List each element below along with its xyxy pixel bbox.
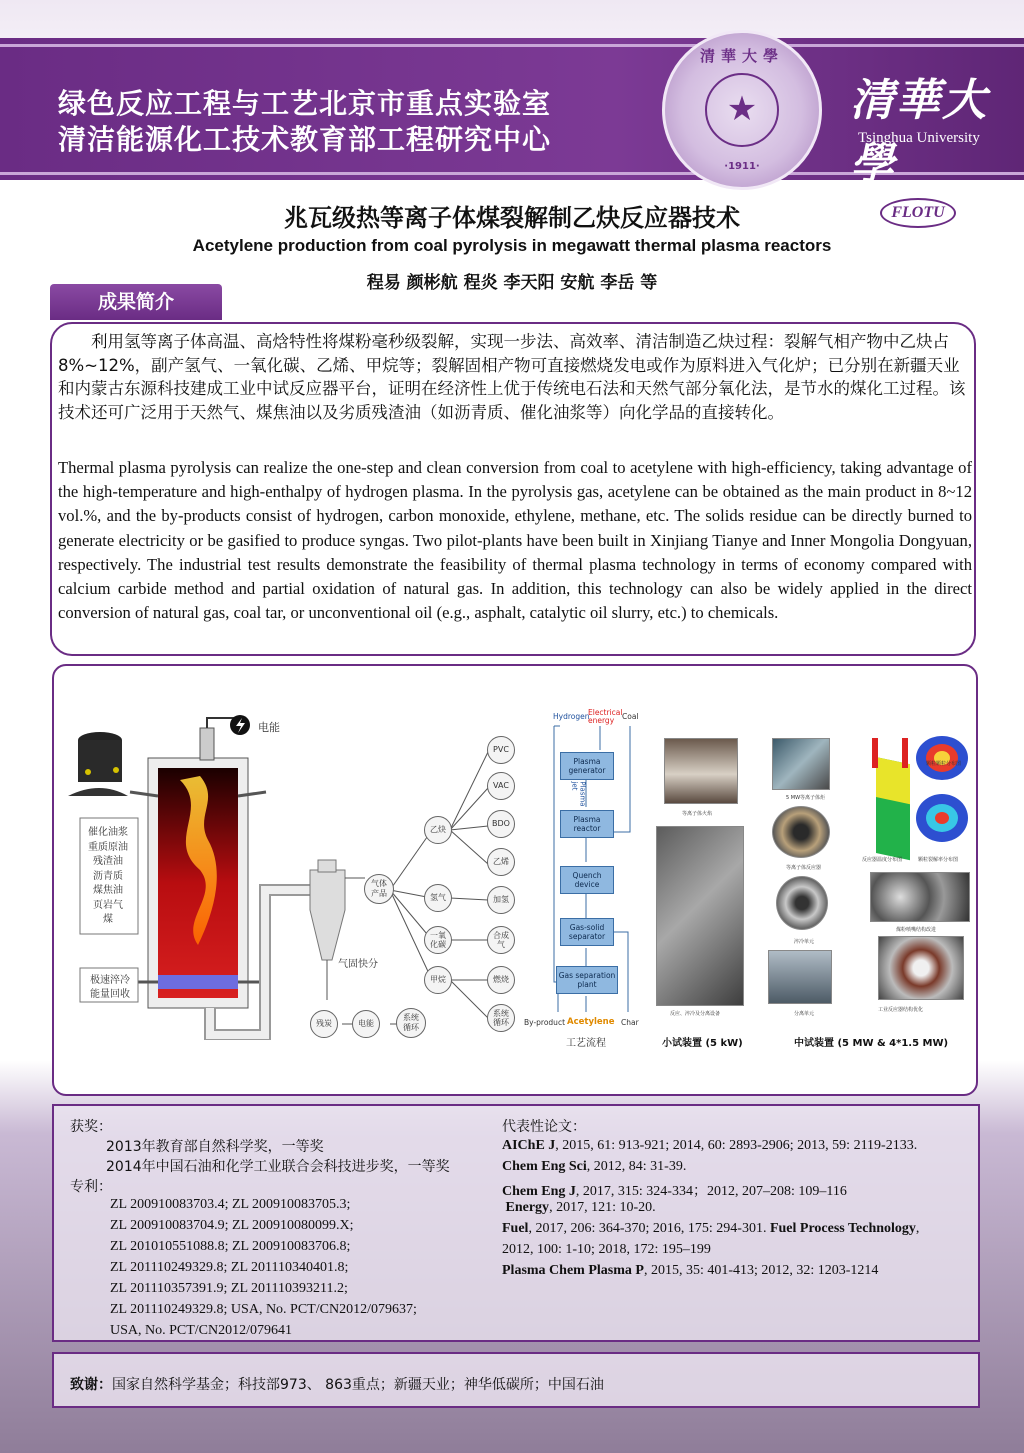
node-acetylene: 乙炔 (424, 816, 452, 844)
flow-plasma-jet: Plasma jet (570, 781, 587, 807)
photo-caption: 颗粒裂解率分布图 (918, 857, 959, 863)
photo-industrial-reactor (878, 936, 964, 1000)
journal-name: Plasma Chem Plasma P (502, 1263, 644, 1278)
node-vac: VAC (487, 772, 515, 800)
paper-citation: , 2017, 206: 364-370; 2016, 175: 294-301. (528, 1221, 770, 1236)
poster-title: 兆瓦级热等离子体煤裂解制乙炔反应器技术 (284, 204, 740, 232)
feedstock-item: 残渣油 (93, 856, 123, 867)
tsinghua-seal-logo (662, 30, 822, 190)
flow-box-plasma-reactor: Plasma reactor (560, 810, 614, 838)
photo-caption: 煤粉喷嘴结构改进 (896, 927, 937, 933)
feedstock-item: 催化油浆 (88, 827, 128, 838)
flow-hydrogen: Hydrogen (553, 712, 590, 721)
paper-line (502, 1180, 847, 1200)
electrode (200, 728, 214, 760)
photo-caption: 工业反应器结构优化 (878, 1007, 924, 1013)
seal-inner-ring (705, 73, 779, 147)
acknowledgement (70, 1374, 604, 1394)
seal-year: ·1911· (724, 161, 760, 172)
node-ethylene: 乙烯 (487, 848, 515, 876)
paper-line (502, 1200, 656, 1216)
award-item: 2014年中国石油和化学工业联合会科技进步奖，一等奖 (106, 1159, 450, 1175)
journal-name: Fuel (502, 1221, 529, 1236)
feedstock-list (82, 826, 134, 928)
journal-name: Chem Eng J (502, 1184, 576, 1199)
power-label: 电能 (258, 721, 280, 734)
flow-electrical-energy: Electrical energy (588, 708, 623, 725)
photo-plasma-reactor (772, 806, 830, 858)
award-item: 2013年教育部自然科学奖，一等奖 (106, 1139, 324, 1155)
university-logo-cn: 清華大學 (850, 75, 988, 190)
paper-line (502, 1242, 711, 1258)
photo-plasma-flame (664, 738, 738, 804)
node-system-cycle: 系统 循环 (487, 1004, 515, 1032)
flow-box-plasma-generator: Plasma generator (560, 752, 614, 780)
paper-citation: , (915, 1221, 920, 1236)
feedstock-item: 煤 (103, 914, 113, 925)
photo-quench-unit (776, 876, 828, 930)
flotu-logo: FLOTU (880, 198, 956, 228)
node-co: 一氧 化碳 (424, 926, 452, 954)
pilot-caption: 中试装置 (5 MW & 4*1.5 MW) (794, 1038, 949, 1049)
authors: 程易 颜彬航 程炎 李天阳 安航 李岳 等 (366, 273, 658, 293)
paper-citation: , 2015, 61: 913-921; 2014, 60: 2893-2906; 2013, 59: 2119-2133. (555, 1138, 918, 1153)
paper-line (502, 1221, 919, 1237)
journal-name: Fuel Process Technology (769, 1221, 916, 1236)
small-scale-caption: 小试装置 (5 kW) (662, 1038, 743, 1049)
journal-name: AIChE J (502, 1138, 556, 1153)
patent-item: ZL 201110249329.8; ZL 201110340401.8; (110, 1260, 349, 1275)
node-electricity: 电能 (352, 1010, 380, 1038)
university-name-en: Tsinghua University (858, 130, 980, 146)
paper-citation: , 2015, 35: 401-413; 2012, 32: 1203-1214 (643, 1263, 879, 1278)
flow-box-quench: Quench device (560, 866, 614, 894)
lab-name-line2: 清洁能源化工技术教育部工程研究中心 (58, 123, 552, 156)
cyclone-separator (310, 870, 345, 960)
flow-coal: Coal (622, 712, 639, 721)
paper-line (502, 1138, 917, 1154)
photo-caption: 分离单元 (794, 1011, 815, 1017)
photo-small-reactor (656, 826, 744, 1006)
separation-label: 气固快分 (338, 959, 378, 970)
photo-caption: 等离子体反应器 (786, 865, 822, 871)
papers-title: 代表性论文： (502, 1119, 586, 1135)
flow-acetylene: Acetylene (567, 1017, 615, 1027)
quench-text: 能量回收 (90, 989, 130, 1000)
node-pvc: PVC (487, 736, 515, 764)
patent-item: ZL 201110357391.9; ZL 201110393211.2; (110, 1281, 348, 1296)
paper-citation: , 2012, 84: 31-39. (586, 1159, 687, 1174)
flow-box-separator: Gas-solid separator (560, 918, 614, 946)
intro-section-tab: 成果简介 (50, 284, 222, 320)
paper-citation: , 2017, 121: 10-20. (549, 1200, 656, 1215)
node-cycle: 系统 循环 (396, 1008, 426, 1038)
awards-title: 获奖： (70, 1119, 112, 1135)
star-icon: ★ (726, 89, 758, 129)
patent-item: ZL 200910083704.9; ZL 200910080099.X; (110, 1218, 354, 1233)
cfd-contours (862, 732, 974, 862)
quench-label (82, 974, 138, 1002)
journal-name: Chem Eng Sci (502, 1159, 587, 1174)
intro-text-en: Thermal plasma pyrolysis can realize the one-step and clean conversion from coal to acetylene with high-efficiency, taking advantage of the high-temperature and high-enthalpy of hydrogen plasma. In the pyrolysis gas, acetylene can be obtained as the main product in 8~12 vol.%, and the by-products consist of hydrogen, carbon monoxide, ethylene, methane, etc. The solids residue can be directly burned to generate electricity or be gasified to produce syngas. Two pilot-plants have been built in Xinjiang Tianye and Inner Mongolia Dongyuan, respectively. The industrial test results demonstrate the feasibility of thermal plasma technology in terms of economy compared with calcium carbide method and partial oxidation of natural gas. In addition, this technology can also be widely applied in the direct conversion of natural gas, coal tar, or unconventional oil (e.g., asphalt, catalytic oil slurry, etc.) to chemicals. (58, 458, 972, 623)
ack-label: 致谢： (70, 1377, 112, 1393)
journal-name: Energy (502, 1200, 550, 1215)
photo-5mw-torch (772, 738, 830, 790)
paper-line (502, 1159, 686, 1175)
node-combustion: 燃烧 (487, 966, 515, 994)
quench-text: 极速淬冷 (90, 975, 130, 986)
photo-caption: 反应、淬冷及分离设备 (670, 1011, 721, 1017)
photo-caption: 5 MW等离子体炬 (786, 795, 826, 801)
feedstock-item: 重质原油 (88, 841, 128, 853)
photo-separation-unit (768, 950, 832, 1004)
node-syngas: 合成 气 (487, 926, 515, 954)
intro-text-cn: 利用氢等离子体高温、高焓特性将煤粉毫秒级裂解，实现一步法、高效率、清洁制造乙炔过程：裂解气相产物中乙炔占8%~12%，副产氢气、一氧化碳、乙烯、甲烷等；裂解固相产物可直接燃烧发电或作为原料进入气化炉；已分别在新疆天业和内蒙古东源科技建成工业中试反应器平台，证明在经济性上优于传统电石法和天然气部分氧化法，是节水的煤化工过程。该技术还可广泛用于天然气、煤焦油以及劣质残渣油（如沥青质、催化油浆等）向化学品的直接转化。 (58, 332, 966, 422)
node-hydrogen: 氢气 (424, 884, 452, 912)
feedstock-item: 沥青质 (93, 870, 123, 882)
photo-caption: 颗粒颗粒分布图 (926, 761, 962, 767)
feedstock-item: 煤焦油 (93, 885, 123, 896)
node-methane: 甲烷 (424, 966, 452, 994)
node-hydrogenation: 加氢 (487, 886, 515, 914)
ack-text: 国家自然科学基金；科技部973、 863重点；新疆天业；神华低碳所；中国石油 (112, 1377, 604, 1393)
flow-char: Char (621, 1018, 639, 1027)
flow-by-product: By-product (524, 1018, 566, 1027)
patents-title: 专利： (70, 1179, 112, 1195)
poster-subtitle-en: Acetylene production from coal pyrolysis in megawatt thermal plasma reactors (192, 236, 832, 255)
paper-citation: 2012, 100: 1-10; 2018, 172: 195–199 (502, 1242, 711, 1257)
paper-line (502, 1263, 878, 1279)
header-stripe-top (0, 44, 1024, 47)
node-residue: 残炭 (310, 1010, 338, 1038)
patent-item: ZL 200910083703.4; ZL 200910083705.3; (110, 1197, 351, 1212)
seal-text: 清華大學 (699, 47, 784, 65)
flow-caption: 工艺流程 (566, 1038, 606, 1049)
node-bdo: BDO (487, 810, 515, 838)
patent-item: ZL 201010551088.8; ZL 200910083706.8; (110, 1239, 351, 1254)
photo-caption: 反应器温度分布图 (862, 857, 903, 863)
paper-citation: , 2017, 315: 324-334；2012, 207–208: 109–116 (575, 1184, 847, 1199)
patent-item: USA, No. PCT/CN2012/079641 (110, 1323, 293, 1338)
photo-caption: 等离子体火焰 (682, 811, 713, 817)
photo-caption: 淬冷单元 (794, 939, 815, 945)
patent-item: ZL 201110249329.8; USA, No. PCT/CN2012/079637; (110, 1302, 417, 1317)
quench-zone (158, 975, 238, 989)
lab-name-line1: 绿色反应工程与工艺北京市重点实验室 (58, 87, 552, 120)
node-gas-product: 气体 产品 (364, 874, 394, 904)
flow-box-gas-separation: Gas separation plant (556, 966, 618, 994)
feedstock-item: 页岩气 (93, 899, 123, 911)
photo-nozzle (870, 872, 970, 922)
